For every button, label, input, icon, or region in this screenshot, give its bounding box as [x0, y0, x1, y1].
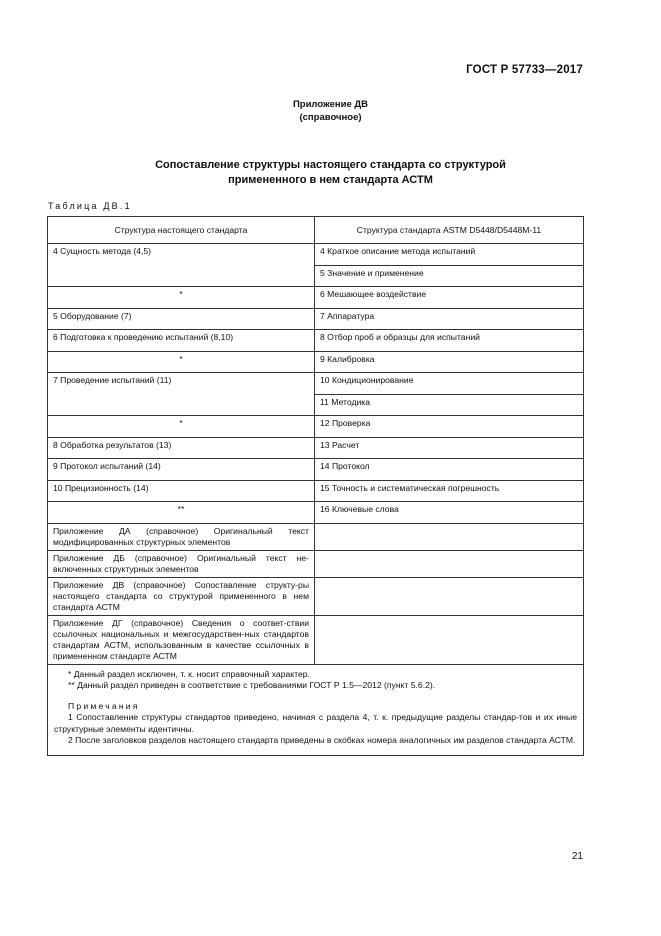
cell-this-standard: Приложение ДГ (справочное) Сведения о соответ-ствии ссылочных национальных и межгосударствен-ных стандартов стандартам АСТМ, использованным в качестве ссылочных в примененном стандарте АСТМ [48, 615, 315, 664]
cell-astm-standard: 10 Кондиционирование [315, 373, 584, 395]
cell-this-standard: Приложение ДВ (справочное) Сопоставление структу-ры настоящего стандарта со структурой примененного в нем стандарта АСТМ [48, 577, 315, 615]
cell-this-standard: 4 Сущность метода (4,5) [48, 244, 315, 287]
cell-astm-standard: 7 Аппаратура [315, 308, 584, 330]
table-notes-cell [48, 664, 584, 755]
cell-this-standard: Приложение ДА (справочное) Оригинальный текст модифицированных структурных элементов [48, 523, 315, 550]
notes-title: Примечания [68, 700, 140, 711]
structure-comparison-table [47, 216, 584, 756]
cell-astm-standard: 8 Отбор проб и образцы для испытаний [315, 330, 584, 352]
table-row [48, 550, 584, 577]
cell-astm-standard: 4 Краткое описание метода испытаний [315, 244, 584, 266]
section-title [0, 158, 661, 188]
footnote-single-asterisk: * Данный раздел исключен, т. к. носит справочный характер. [68, 668, 310, 679]
cell-astm-standard: 16 Ключевые слова [315, 502, 584, 524]
header-cell-astm-standard: Структура стандарта ASTM D5448/D5448M-11 [315, 217, 584, 244]
cell-this-standard: 6 Подготовка к проведению испытаний (8,10) [48, 330, 315, 352]
cell-this-standard: * [48, 416, 315, 438]
table-label: Таблица ДВ.1 [48, 201, 132, 211]
table-row [48, 373, 584, 395]
table-row [48, 330, 584, 352]
cell-astm-standard: 11 Методика [315, 394, 584, 416]
annex-title: Приложение ДВ [292, 99, 369, 110]
cell-astm-standard [315, 615, 584, 664]
section-title-line-2: примененного в нем стандарта АСТМ [228, 174, 433, 186]
note-2: 2 После заголовков разделов настоящего стандарта приведены в скобках номера аналогичных им разделов стандарта АСТМ. [68, 735, 576, 745]
annex-subtitle: (справочное) [299, 112, 362, 123]
table-notes-row [48, 664, 584, 755]
note-1: 1 Сопоставление структуры стандартов приведено, начиная с раздела 4, т. к. предыдущие разделы стандар-тов и их иные структурные элементы идентичны. [54, 712, 577, 734]
cell-astm-standard: 14 Протокол [315, 459, 584, 481]
page-number: 21 [571, 851, 583, 862]
section-title-line-1: Сопоставление структуры настоящего стандарта со структурой [155, 159, 506, 171]
table-row [48, 459, 584, 481]
cell-astm-standard [315, 577, 584, 615]
cell-this-standard: 10 Прецизионность (14) [48, 480, 315, 502]
cell-this-standard: 9 Протокол испытаний (14) [48, 459, 315, 481]
cell-this-standard: Приложение ДБ (справочное) Оригинальный текст не-включенных структурных элементов [48, 550, 315, 577]
table-row [48, 480, 584, 502]
cell-this-standard: 5 Оборудование (7) [48, 308, 315, 330]
cell-this-standard: 7 Проведение испытаний (11) [48, 373, 315, 416]
table-row [48, 615, 584, 664]
table-row [48, 577, 584, 615]
cell-astm-standard: 9 Калибровка [315, 351, 584, 373]
cell-astm-standard: 12 Проверка [315, 416, 584, 438]
cell-astm-standard: 13 Расчет [315, 437, 584, 459]
table-row [48, 502, 584, 524]
footnote-double-asterisk: ** Данный раздел приведен в соответствие с требованиями ГОСТ Р 1.5—2012 (пункт 5.6.2). [68, 680, 436, 690]
table-row [48, 287, 584, 309]
table-header-row [48, 217, 584, 244]
cell-this-standard: ** [48, 502, 315, 524]
cell-astm-standard: 5 Значение и применение [315, 265, 584, 287]
table-row [48, 416, 584, 438]
table-row [48, 308, 584, 330]
cell-astm-standard: 6 Мешающее воздействие [315, 287, 584, 309]
cell-this-standard: * [48, 287, 315, 309]
header-cell-this-standard: Структура настоящего стандарта [48, 217, 315, 244]
annex-heading [0, 98, 661, 124]
cell-this-standard: * [48, 351, 315, 373]
table-row [48, 351, 584, 373]
table-row [48, 244, 584, 266]
table-row [48, 523, 584, 550]
cell-astm-standard [315, 550, 584, 577]
table-row [48, 437, 584, 459]
cell-astm-standard: 15 Точность и систематическая погрешность [315, 480, 584, 502]
cell-this-standard: 8 Обработка результатов (13) [48, 437, 315, 459]
cell-astm-standard [315, 523, 584, 550]
document-code: ГОСТ Р 57733—2017 [466, 64, 583, 76]
